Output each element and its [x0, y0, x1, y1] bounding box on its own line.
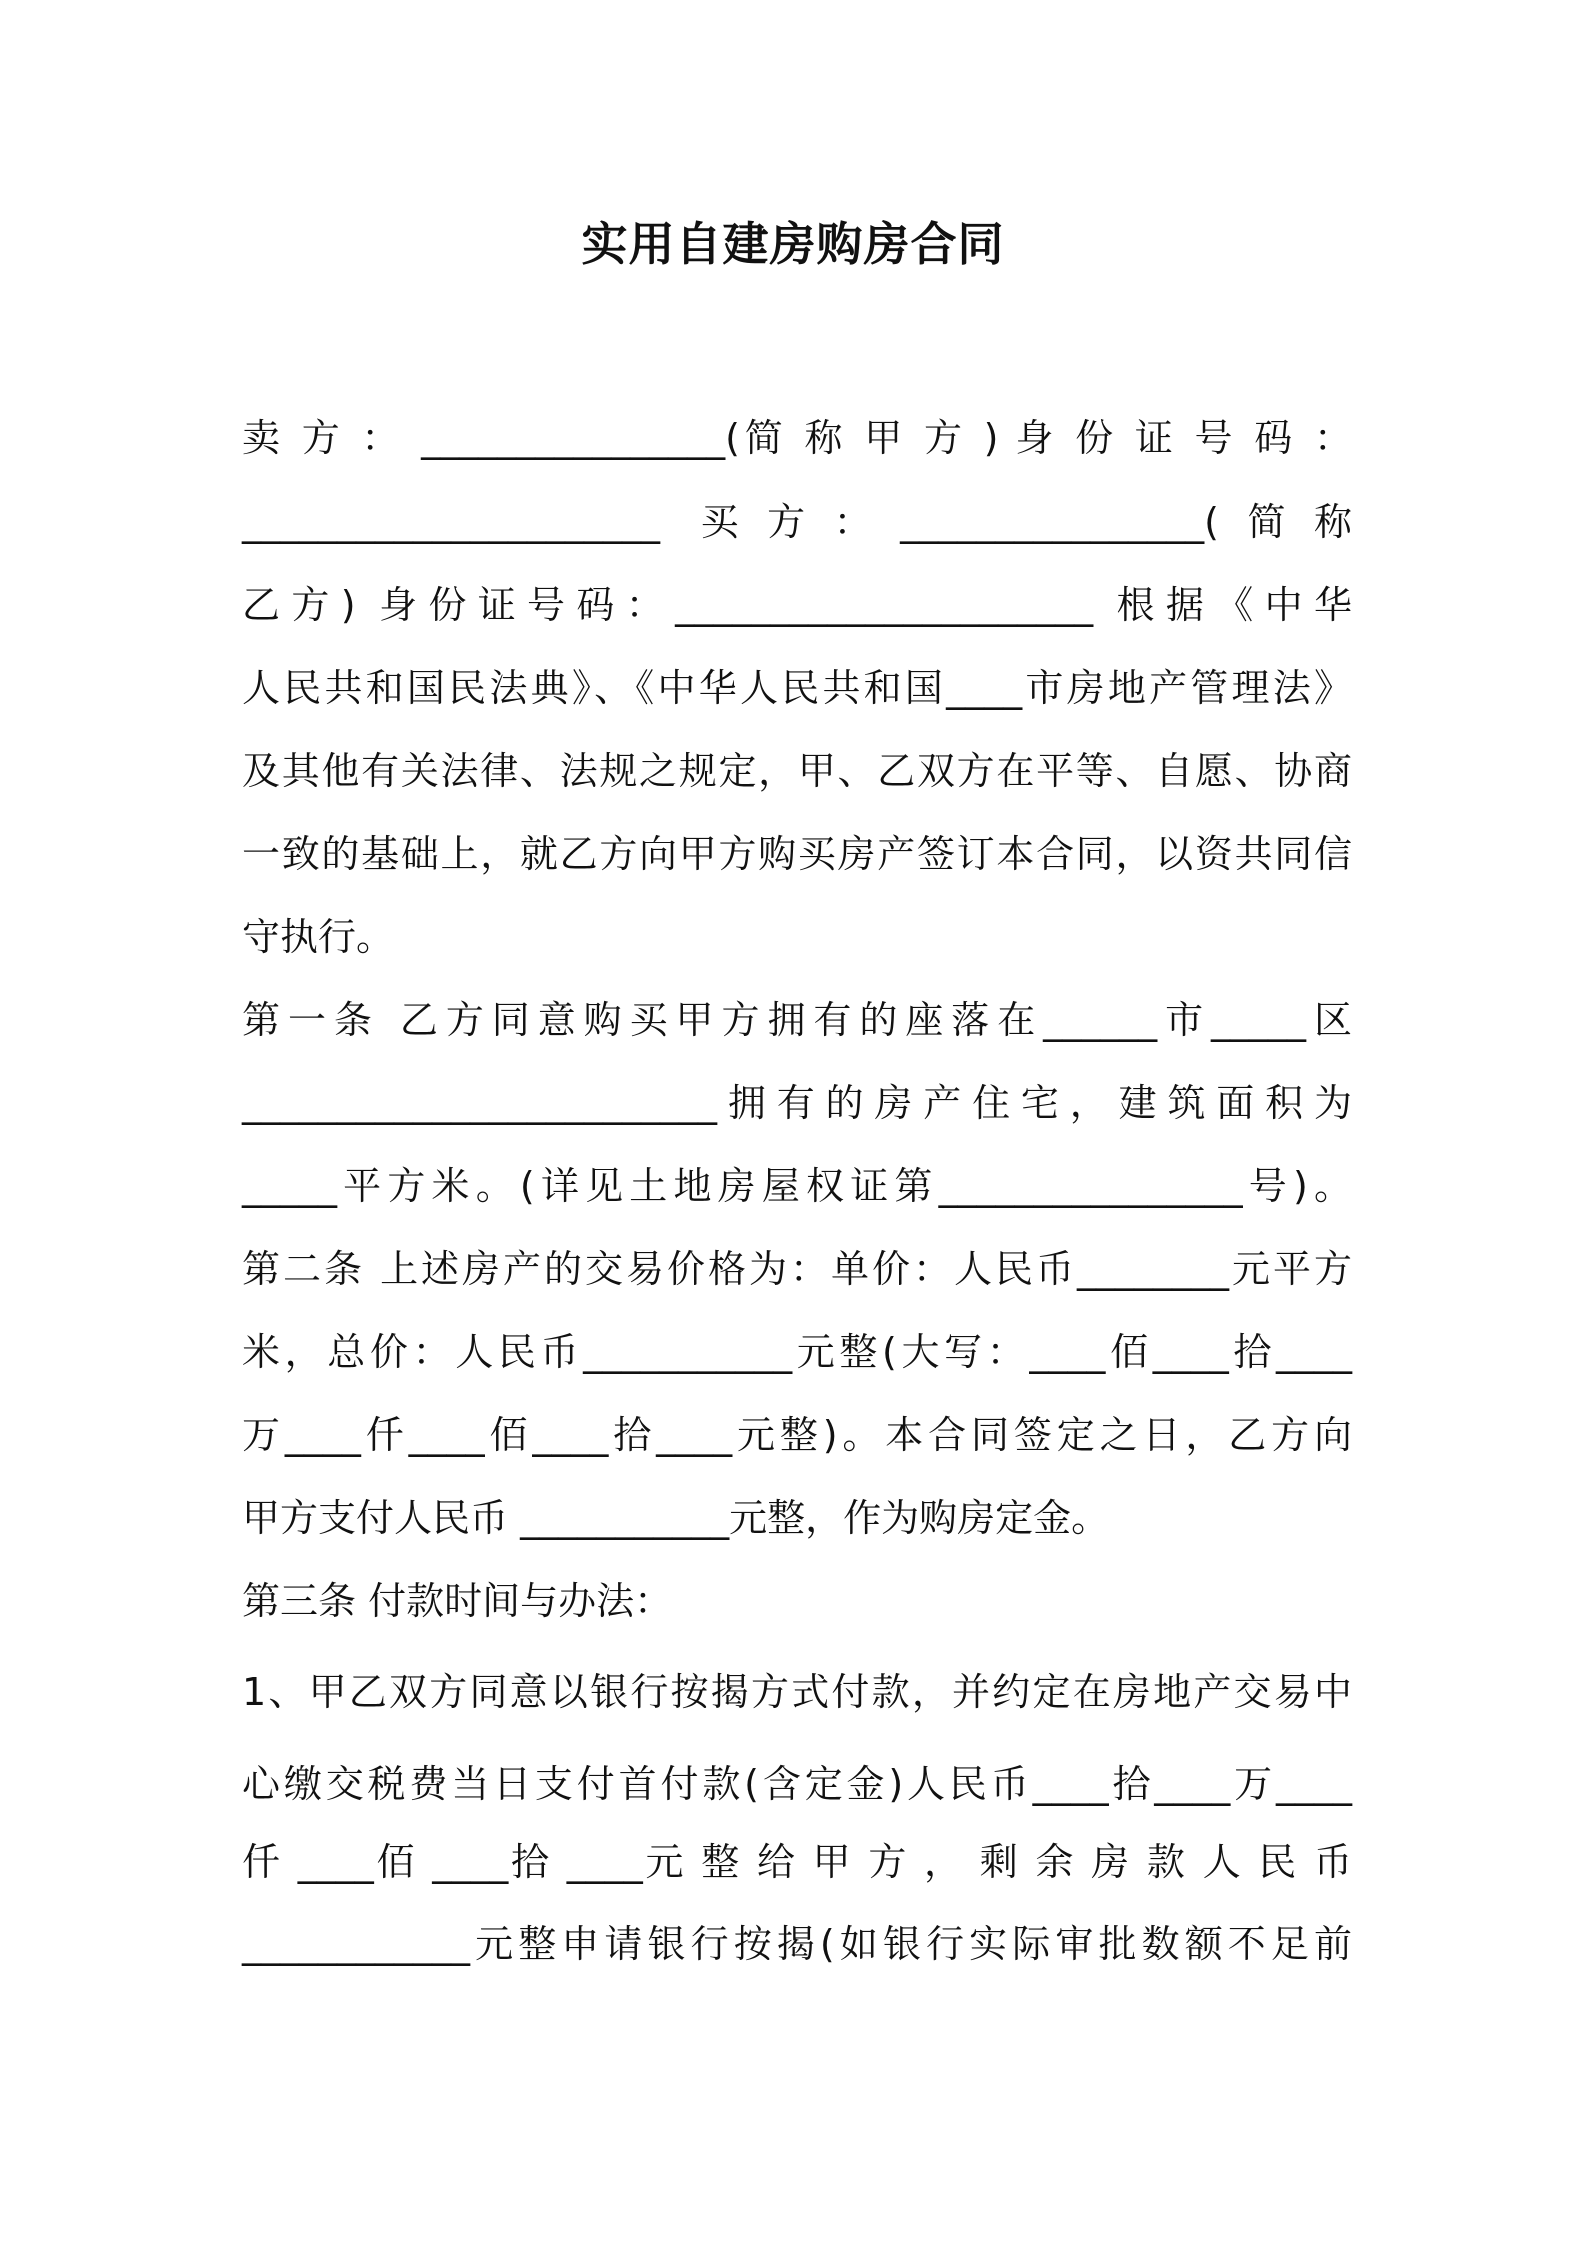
text-line: 第三条 付款时间与办法：	[242, 1579, 673, 1623]
text-line: 守执行。	[242, 915, 395, 959]
text-line: 米，总价：人民币___________元整(大写：____佰____拾____	[242, 1330, 1352, 1374]
text-line: 仟 ____佰 ____拾 ____元 整 给 甲 方 ， 剩 余 房 款 人 民 币	[242, 1840, 1352, 1884]
text-line: 万____仟____佰____拾____元整)。本合同签定之日，乙方向	[242, 1413, 1352, 1457]
text-line: _____平方米。(详见土地房屋权证第________________号)。	[242, 1164, 1352, 1208]
text-line: 一致的基础上，就乙方向甲方购买房产签订本合同，以资共同信	[242, 832, 1352, 876]
text-line: 第一条 乙方同意购买甲方拥有的座落在______市_____区	[242, 998, 1352, 1042]
text-line: 人民共和国民法典》、《中华人民共和国____市房地产管理法》	[242, 666, 1352, 710]
text-line: 及其他有关法律、法规之规定，甲、乙双方在平等、自愿、协商	[242, 749, 1352, 793]
text-line: 乙方) 身份证号码：______________________ 根据《中华	[242, 583, 1352, 627]
text-line: 1、甲乙双方同意以银行按揭方式付款，并约定在房地产交易中	[242, 1670, 1352, 1714]
text-line: 心缴交税费当日支付首付款(含定金)人民币____拾____万____	[242, 1762, 1352, 1806]
text-line: 第二条 上述房产的交易价格为：单价：人民币________元平方	[242, 1247, 1352, 1291]
document-title: 实用自建房购房合同	[581, 217, 1005, 271]
text-line: ____________元整申请银行按揭(如银行实际审批数额不足前	[242, 1922, 1352, 1966]
text-line: _________________________拥有的房产住宅，建筑面积为	[242, 1081, 1352, 1125]
text-line: 甲方支付人民币 ___________元整，作为购房定金。	[242, 1496, 1110, 1540]
text-line: ______________________ 买方：________________(简称	[242, 500, 1352, 544]
text-line: 卖 方 ： ________________(简 称 甲 方 ) 身 份 证 号 码 ：	[242, 416, 1352, 460]
